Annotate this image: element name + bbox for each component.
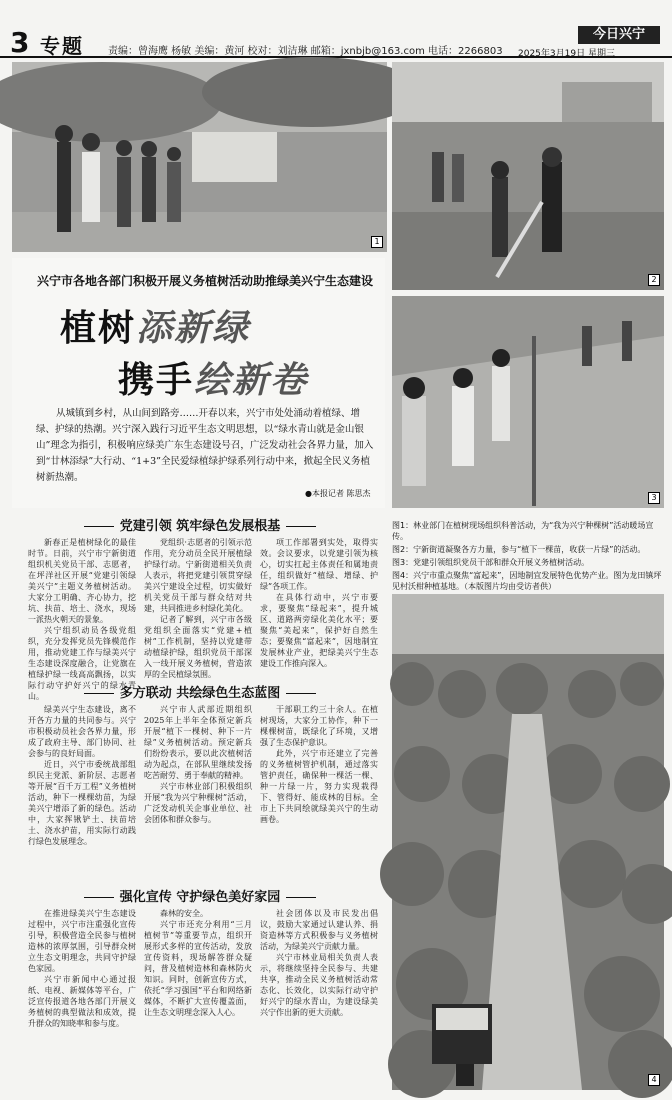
page-number: 3 [10, 26, 30, 59]
caption-3: 图3：党建引领组织党员干部和群众开展义务植树活动。 [392, 558, 590, 567]
paragraph: 绿美兴宁生态建设，离不开各方力量的共同参与。兴宁市积极动员社会各界力量，形成了政府主导、部门协同、社会参与的良好局面。 [28, 705, 136, 758]
paragraph: 在具体行动中，兴宁市要求，要聚焦“绿起来”，提升城区、道路两旁绿化美化水平；要聚焦“美起来”，保护好自然生态；要聚焦“富起来”，因地制宜发展林业产业，把绿美兴宁生态建设工作推向深入。 [260, 593, 378, 668]
paragraph: 近日，兴宁市委统战部组织民主党派、新阶层、志愿者等开展“百千万工程”义务植树活动，种下一棵棵幼苗，为绿美兴宁增添了新的绿色。活动中，大家挥锹铲土、扶苗培土、浇水护苗，用实际行动践行绿色发展理念。 [28, 760, 136, 846]
section-2-col-3 [260, 704, 378, 876]
paragraph: 兴宁市林业局相关负责人表示，将继续坚持全民参与、共建共享，推动全民义务植树活动常态化、长效化，以实际行动守护好兴宁的绿水青山，为建设绿美兴宁作出新的更大贡献。 [260, 953, 378, 1017]
newspaper-masthead: 今日兴宁 [578, 26, 660, 44]
section-3-col-1 [28, 908, 136, 1088]
photo-number: 4 [648, 1074, 660, 1086]
section-2-col-2 [144, 704, 252, 876]
section-3-heading [30, 886, 370, 905]
photo-number: 3 [648, 492, 660, 504]
paragraph: 兴宁组织动员各级党组织，充分发挥党员先锋模范作用，推动党建工作与绿美兴宁生态建设深度融合，让党旗在植绿护绿一线高高飘扬，以实际行动守护好兴宁的绿水青山。 [28, 626, 136, 701]
headline-kicker: 兴宁市各地各部门积极开展义务植树活动助推绿美兴宁生态建设 [36, 274, 373, 288]
section-1-col-2 [144, 537, 252, 679]
paragraph: 新春正是植树绿化的最佳时节。日前，兴宁市宁新街道组织机关党员干部、志愿者，在坪洋社区开展“党建引领绿美兴宁”主题义务植树活动。大家分工明确、齐心协力，挖坑、扶苗、培土、浇水，现场一派热火朝天的景象。 [28, 538, 136, 624]
section-1-title: 党建引领 筑牢绿色发展根基 [119, 519, 281, 534]
photo-4-orchard [392, 594, 664, 1090]
photo-2-tree-planting [392, 62, 664, 290]
paragraph: 此外，兴宁市还建立了完善的义务植树管护机制，通过落实管护责任，确保种一棵活一棵、种一片绿一片，努力实现栽得下、管得好、能成林的目标。全市上下共同绘就绿美兴宁的生动画卷。 [260, 749, 378, 824]
paragraph: 干部职工约三十余人。在植树现场，大家分工协作，种下一棵棵树苗，既绿化了环境，又增强了生态保护意识。 [260, 705, 378, 747]
lead-paragraph: 从城镇到乡村，从山间到路旁……开春以来，兴宁市处处涌动着植绿、增绿、护绿的热潮。兴宁深入践行习近平生态文明思想，以“绿水青山就是金山银山”理念为指引，积极响应绿美广东生态建设号召，广泛发动社会各界力量，加入到“廿林添绿”大行动、“1+3”全民爱绿植绿护绿系列行动中来，掀起全民义务植树新热潮。 [36, 408, 374, 483]
section-3-col-2 [144, 908, 252, 1088]
photo-3-party-volunteers [392, 296, 664, 508]
paragraph: 兴宁市人武部近期组织2025年上半年全体预定新兵开展“植下一棵树、种下一片绿”义务植树活动。预定新兵们纷纷表示，要以此次植树活动为起点，在部队里继续发扬吃苦耐劳、勇于奉献的精神。 [144, 705, 252, 780]
section-1-heading [30, 515, 370, 534]
photo-1-forestry-event [12, 62, 387, 252]
caption-2: 图2：宁新街道凝聚各方力量，参与“植下一棵苗，收获一片绿”的活动。 [392, 545, 646, 554]
paragraph: 兴宁市新闻中心通过报纸、电视、新媒体等平台，广泛宣传报道各地各部门开展义务植树的典型做法和成效，提升群众的知晓率和参与度。 [28, 975, 136, 1028]
section-3-col-3 [260, 908, 378, 1088]
editor-credits: 责编：曾海鹰 杨敏 美编：黄河 校对：刘洁琳 邮箱：jxnbjb@163.com 电话：2266803 [108, 46, 503, 57]
paragraph: 兴宁市还充分利用“三月植树节”等重要节点，组织开展形式多样的宣传活动，发放宣传资料，现场解答群众疑问，普及植树造林和森林防火知识。同时，创新宣传方式，依托“学习强国”平台和网络新媒体，不断扩大宣传覆盖面，让生态文明理念深入人心。 [144, 920, 252, 1017]
section-3-title: 强化宣传 守护绿色美好家园 [119, 890, 281, 905]
headline-line-1 [60, 300, 250, 351]
caption-4: 图4：兴宁市重点聚焦“富起来”，因地制宜发展特色优势产业。图为龙田镇坪见村沃柑种植基地。（本版图片均由受访者供） [392, 571, 662, 591]
section-2-title: 多方联动 共绘绿色生态蓝图 [119, 686, 281, 701]
section-title: 专题 [40, 34, 84, 58]
headline-1a: 植树 [60, 307, 137, 349]
section-2-col-1 [28, 704, 136, 876]
headline-1b: 添新绿 [136, 307, 251, 349]
section-1-col-3 [260, 537, 378, 672]
paragraph: 兴宁市林业部门积极组织开展“我为兴宁种棵树”活动，广泛发动机关企事业单位、社会团体和群众参与。 [144, 782, 252, 824]
photo-number: 1 [371, 236, 383, 248]
paragraph: 记者了解到，兴宁市各级党组织全面落实“党建+植树”工作机制，坚持以党建带动植绿护绿，组织党员干部深入一线开展义务植树，营造浓厚的全民植绿氛围。 [144, 615, 252, 679]
caption-1: 图1：林业部门在植树现场组织科普活动，为“我为兴宁种棵树”活动暖场宣传。 [392, 521, 654, 541]
paragraph: 在推进绿美兴宁生态建设过程中，兴宁市注重强化宣传引导，积极营造全民参与植树造林的浓厚氛围，引导群众树立生态文明理念，共同守护绿色家园。 [28, 909, 136, 973]
photo-captions [392, 520, 664, 594]
paragraph: 森林的安全。 [160, 909, 208, 918]
section-1-col-1 [28, 537, 136, 701]
headline-2b: 绘新卷 [194, 359, 309, 401]
paragraph: 党组织·志愿者的引领示范作用，充分动员全民开展植绿护绿行动。宁新街道相关负责人表示，将把党建引领贯穿绿美兴宁建设全过程，切实做好机关党员干部与群众结对共建，共同推进乡村绿化美化。 [144, 538, 252, 613]
byline: ●本报记者 陈思杰 [305, 489, 371, 498]
paragraph: 社会团体以及市民发出倡议，鼓励大家通过认建认养、捐资造林等方式积极参与义务植树活动，为绿美兴宁贡献力量。 [260, 909, 378, 951]
photo-number: 2 [648, 274, 660, 286]
paragraph: 项工作部署到实处，取得实效。会议要求，以党建引领为核心，切实扛起主体责任和属地责任，组织做好“植绿、增绿、护绿”各项工作。 [260, 538, 378, 591]
section-2-heading [30, 682, 370, 701]
issue-date: 2025年3月19日 星期三 [518, 49, 615, 59]
headline-line-2 [118, 352, 308, 403]
headline-2a: 携手 [118, 359, 195, 401]
